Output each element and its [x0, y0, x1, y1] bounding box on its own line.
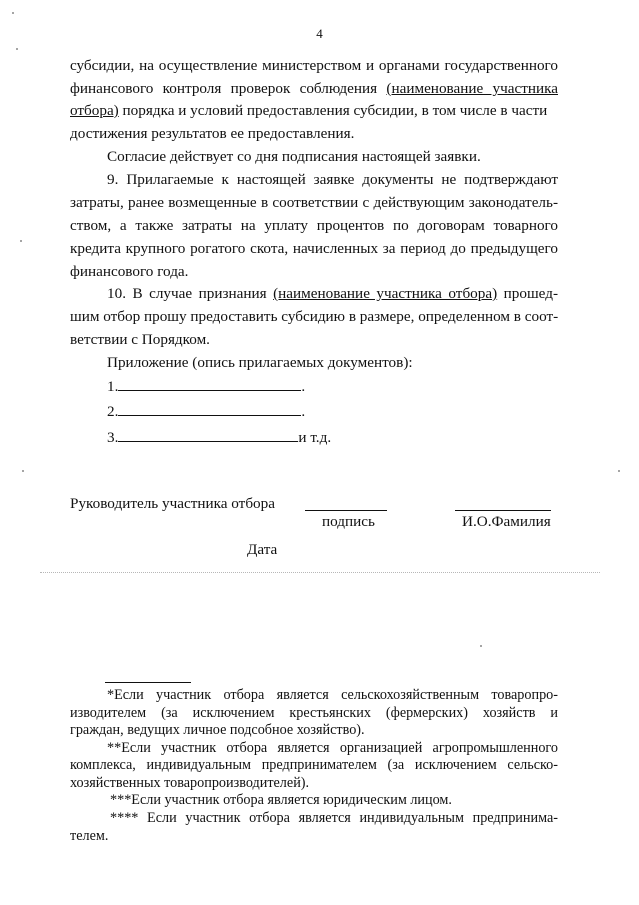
- appendix-item-1: [107, 376, 305, 397]
- footnote-1-line-1: *Если участник отбора является сельскохозяйственным товаропро-: [107, 687, 558, 703]
- footnote-2-line-3: хозяйственных товаропроизводителей).: [70, 775, 310, 791]
- appendix-item-2-blank: [118, 401, 301, 416]
- participant-name-placeholder-2: (наименование участника отбора): [273, 285, 498, 302]
- scan-speck: [20, 240, 22, 242]
- full-name-label: И.О.Фамилия: [462, 513, 551, 530]
- para1-line-3: [70, 101, 558, 121]
- scan-speck: [12, 12, 14, 14]
- footnote-1-line-2: изводителем (за исключением крестьянских (фермерских) хозяйств и: [70, 705, 558, 721]
- footnote-3: ***Если участник отбора является юридическим лицом.: [110, 792, 452, 808]
- para10-line-3: ветствии с Порядком.: [70, 331, 210, 348]
- footnote-4-line-2: телем.: [70, 828, 109, 844]
- appendix-item-3-blank: [118, 427, 298, 442]
- date-label: Дата: [247, 541, 278, 558]
- para9-line-4: кредита крупного рогатого скота, начисленных за период до предыдущего: [70, 240, 558, 257]
- participant-name-placeholder-1: (наименование участника: [386, 80, 558, 97]
- scan-speck: [480, 645, 482, 647]
- appendix-item-3: [107, 427, 331, 448]
- footnote-2-line-1: **Если участник отбора является организацией агропромышленного: [107, 740, 558, 756]
- signature-line: [305, 510, 387, 511]
- para9-line-5: финансового года.: [70, 263, 189, 280]
- participant-name-placeholder-1-end: отбора): [70, 102, 119, 119]
- scan-speck: [16, 48, 18, 50]
- para1-line-1: субсидии, на осуществление министерством и органами государственного: [70, 57, 558, 74]
- consent-text: Согласие действует со дня подписания настоящей заявки.: [107, 148, 481, 165]
- appendix-item-1-blank: [118, 376, 301, 391]
- para10-line-1-text: 10. В случае признания: [107, 285, 267, 302]
- footnote-2-line-2: комплекса, индивидуальным предпринимателем (за исключением сельско-: [70, 757, 558, 773]
- footnote-4-line-1: **** Если участник отбора является индивидуальным предпринима-: [110, 810, 558, 826]
- head-of-participant-label: Руководитель участника отбора: [70, 495, 275, 512]
- para1-line-2: [70, 79, 558, 99]
- para10-line-1: [107, 284, 558, 304]
- appendix-item-2-number: 2.: [107, 403, 119, 420]
- name-line: [455, 510, 551, 511]
- footnote-1-line-3: граждан, ведущих личное подсобное хозяйство).: [70, 722, 365, 738]
- appendix-item-3-number: 3.: [107, 429, 119, 446]
- signature-label: подпись: [322, 513, 375, 530]
- appendix-item-3-end: и т.д.: [298, 429, 332, 446]
- para9-line-2: затраты, ранее возмещенные в соответствии с действующим законодатель-: [70, 194, 558, 211]
- para9-line-1: 9. Прилагаемые к настоящей заявке документы не подтверждают: [107, 171, 558, 188]
- para1-line-3-text: порядка и условий предоставления субсидии, в том числе в части: [118, 102, 548, 119]
- appendix-item-1-number: 1.: [107, 378, 119, 395]
- scan-speck: [618, 470, 620, 472]
- para1-line-4: достижения результатов ее предоставления.: [70, 125, 355, 142]
- para1-line-2-text: финансового контроля проверок соблюдения: [70, 80, 378, 97]
- scan-artifact-dots: [40, 572, 600, 575]
- page-number: 4: [316, 26, 323, 41]
- appendix-item-1-end: .: [301, 378, 306, 395]
- para9-line-3: ством, а также затраты на уплату процентов по договорам товарного: [70, 217, 558, 234]
- para10-line-2: шим отбор прошу предоставить субсидию в размере, определенном в соот-: [70, 308, 559, 325]
- appendix-item-2: [107, 401, 305, 422]
- scan-speck: [22, 470, 24, 472]
- appendix-title: Приложение (опись прилагаемых документов):: [107, 354, 413, 371]
- para10-line-1-end: прошед-: [497, 285, 559, 302]
- footnote-separator: [105, 682, 191, 683]
- appendix-item-2-end: .: [301, 403, 306, 420]
